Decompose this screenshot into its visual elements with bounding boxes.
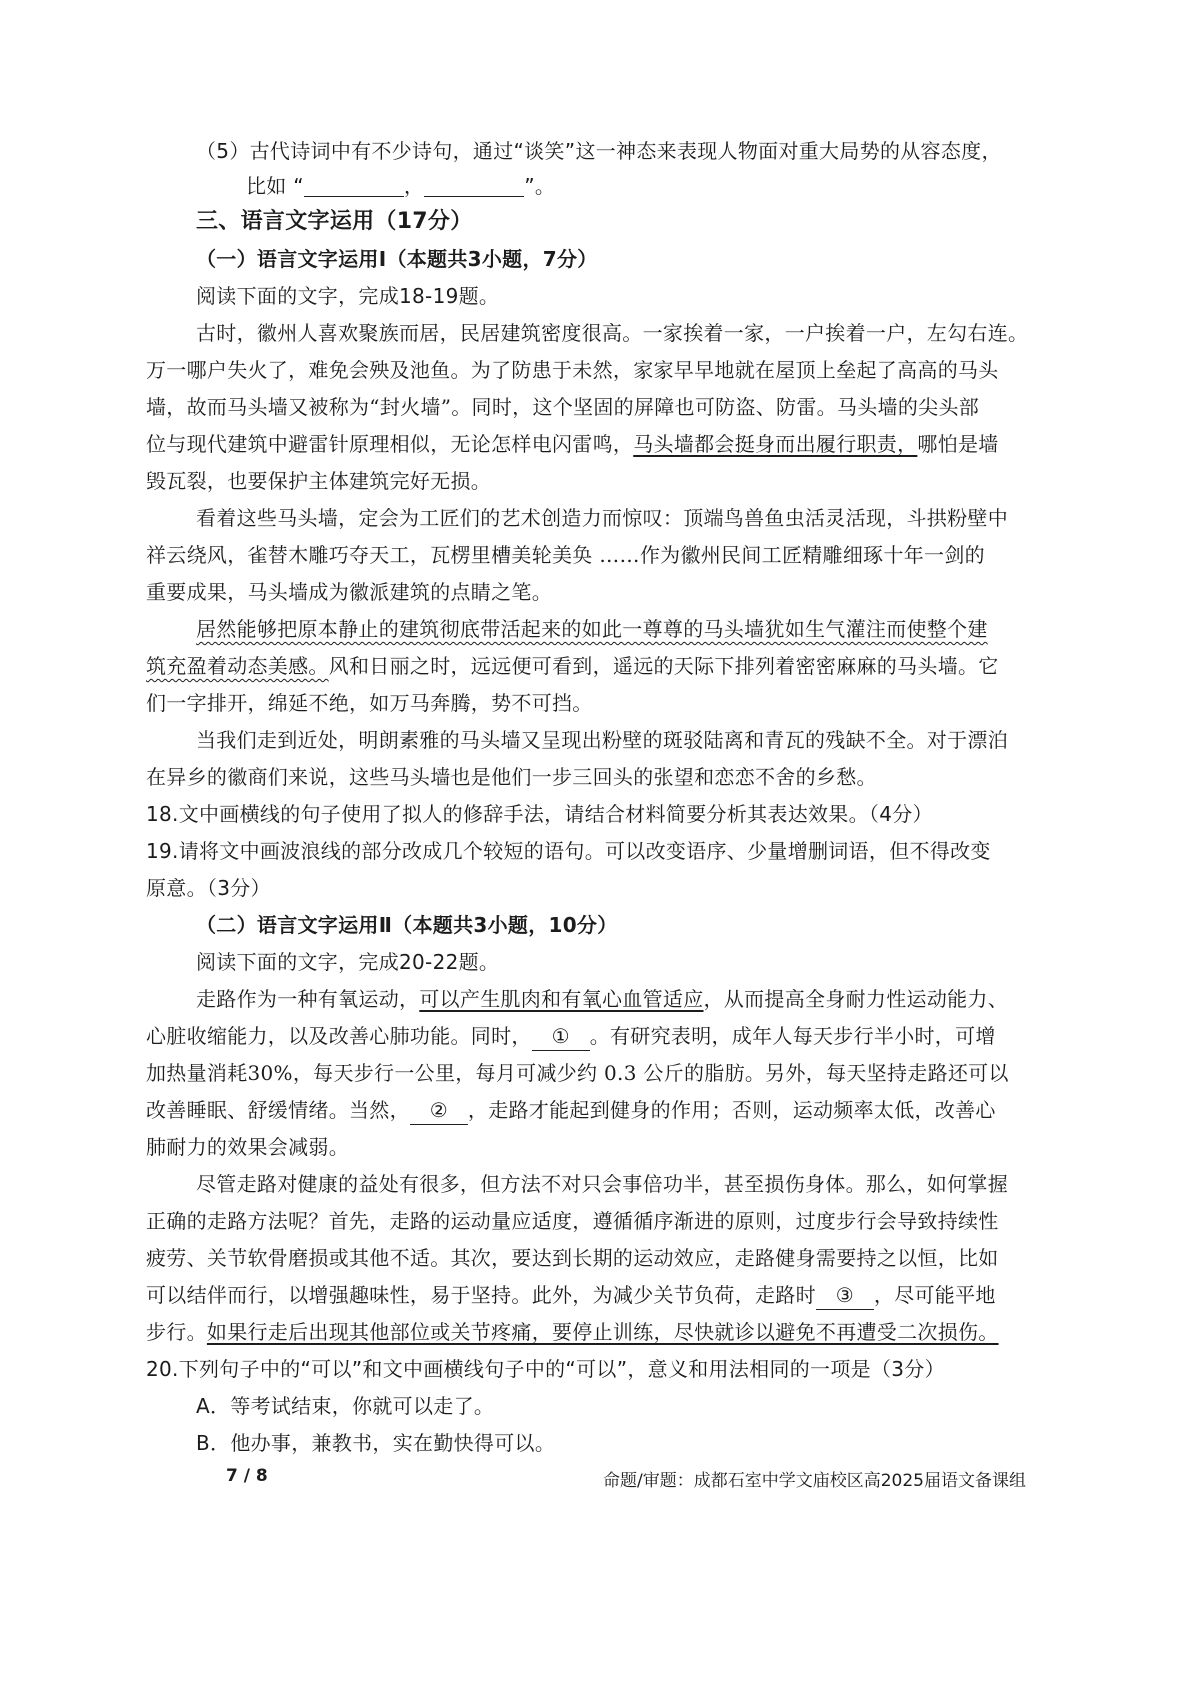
q5-answer-blank-2[interactable] bbox=[424, 174, 524, 197]
reading-instruction-1: 阅读下面的文字，完成18-19题。 bbox=[196, 284, 500, 308]
question-18: 18.文中画横线的句子使用了拟人的修辞手法，请结合材料简要分析其表达效果。（4分） bbox=[146, 802, 933, 826]
q5-line2-suffix: ”。 bbox=[524, 174, 556, 198]
q5-comma: ， bbox=[403, 174, 425, 198]
wavy-underlined-sentence-end: 筑充盈着动态美感。 bbox=[146, 654, 329, 678]
passage5-line: 肺耐力的效果会减弱。 bbox=[146, 1135, 349, 1159]
page-number: 7 / 8 bbox=[226, 1466, 268, 1486]
fill-blank-1[interactable]: ① bbox=[532, 1022, 590, 1051]
passage3-line bbox=[146, 652, 999, 680]
passage1-text: 哪怕是墙 bbox=[917, 432, 999, 456]
q5-answer-blank-1[interactable] bbox=[304, 174, 404, 197]
passage5-line: 加热量消耗30%，每天步行一公里，每月可减少约 0.3 公斤的脂肪。另外，每天坚持走路还可以 bbox=[146, 1061, 1009, 1085]
passage5-text: 走路作为一种有氧运动， bbox=[196, 987, 420, 1011]
option-a[interactable]: A．等考试结束，你就可以走了。 bbox=[196, 1394, 495, 1418]
underlined-sentence-keyi: 可以产生肌肉和有氧心血管适应 bbox=[419, 987, 704, 1011]
wavy-underlined-sentence: 居然能够把原本静止的建筑彻底带活起来的如此一尊尊的马头墙犹如生气灌注而使整个建 bbox=[196, 617, 988, 641]
reading-instruction-2: 阅读下面的文字，完成20-22题。 bbox=[196, 950, 500, 974]
passage5-text: 改善睡眠、舒缓情绪。当然， bbox=[146, 1098, 410, 1122]
passage5-line bbox=[146, 1096, 996, 1125]
passage6-text: 可以结伴而行，以增强趣味性，易于坚持。此外，为减少关节负荷，走路时 bbox=[146, 1283, 816, 1307]
passage5-line bbox=[196, 985, 1008, 1013]
passage3-line: 们一字排开，绵延不绝，如万马奔腾，势不可挡。 bbox=[146, 691, 593, 715]
passage2-line: 看着这些马头墙，定会为工匠们的艺术创造力而惊叹：顶端鸟兽鱼虫活灵活现，斗拱粉壁中 bbox=[196, 506, 1008, 530]
passage1-line: 墙，故而马头墙又被称为“封火墙”。同时，这个坚固的屏障也可防盗、防雷。马头墙的尖头部 bbox=[146, 395, 980, 419]
passage4-line: 在异乡的徽商们来说，这些马头墙也是他们一步三回头的张望和恋恋不舍的乡愁。 bbox=[146, 765, 877, 789]
passage1-line: 毁瓦裂，也要保护主体建筑完好无损。 bbox=[146, 469, 492, 493]
fill-blank-2[interactable]: ② bbox=[410, 1096, 468, 1125]
q5-line2-prefix: 比如 “ bbox=[246, 174, 304, 198]
passage5-text: 心脏收缩能力，以及改善心肺功能。同时， bbox=[146, 1024, 532, 1048]
passage5-text: ，走路才能起到健身的作用；否则，运动频率太低，改善心 bbox=[467, 1098, 996, 1122]
q5-line1: （5）古代诗词中有不少诗句，通过“谈笑”这一神态来表现人物面对重大局势的从容态度， bbox=[196, 139, 1002, 163]
passage5-line bbox=[146, 1022, 996, 1051]
footer-credit: 命题/审题：成都石室中学文庙校区高2025届语文备课组 bbox=[603, 1471, 1026, 1491]
passage5-text: 。有研究表明，成年人每天步行半小时，可增 bbox=[589, 1024, 996, 1048]
passage1-line bbox=[146, 430, 999, 458]
passage6-line bbox=[146, 1318, 999, 1346]
passage6-line bbox=[146, 1281, 996, 1310]
option-b[interactable]: B．他办事，兼教书，实在勤快得可以。 bbox=[196, 1431, 556, 1455]
passage6-line: 尽管走路对健康的益处有很多，但方法不对只会事倍功半，甚至损伤身体。那么，如何掌握 bbox=[196, 1172, 1008, 1196]
passage4-line: 当我们走到近处，明朗素雅的马头墙又呈现出粉壁的斑驳陆离和青瓦的残缺不全。对于漂泊 bbox=[196, 728, 1008, 752]
question-19-line1: 19.请将文中画波浪线的部分改成几个较短的语句。可以改变语序、少量增删词语，但不得改变 bbox=[146, 839, 991, 863]
passage1-line: 古时，徽州人喜欢聚族而居，民居建筑密度很高。一家挨着一家，一户挨着一户，左勾右连。 bbox=[196, 321, 1029, 345]
passage5-text: ，从而提高全身耐力性运动能力、 bbox=[703, 987, 1009, 1011]
passage2-line: 重要成果，马头墙成为徽派建筑的点睛之笔。 bbox=[146, 580, 552, 604]
underlined-sentence-personification: 马头墙都会挺身而出履行职责， bbox=[633, 432, 918, 456]
passage6-line: 正确的走路方法呢？首先，走路的运动量应适度，遵循循序渐进的原则，过度步行会导致持续性 bbox=[146, 1209, 999, 1233]
passage1-line: 万一哪户失火了，难免会殃及池鱼。为了防患于未然，家家早早地就在屋顶上垒起了高高的马头 bbox=[146, 358, 999, 382]
passage3-text: 风和日丽之时，远远便可看到，遥远的天际下排列着密密麻麻的马头墙。它 bbox=[328, 654, 999, 678]
subsection2-title: （二）语言文字运用Ⅱ（本题共3小题，10分） bbox=[196, 913, 618, 937]
passage2-line: 祥云绕风，雀替木雕巧夺天工，瓦楞里槽美轮美奂 ……作为徽州民间工匠精雕细琢十年一剑的 bbox=[146, 543, 985, 567]
passage6-text: 步行。 bbox=[146, 1320, 207, 1344]
passage6-line: 疲劳、关节软骨磨损或其他不适。其次，要达到长期的运动效应，走路健身需要持之以恒，比如 bbox=[146, 1246, 999, 1270]
section3-title: 三、语言文字运用（17分） bbox=[196, 209, 473, 234]
underlined-sentence-error: 如果行走后出现其他部位或关节疼痛，要停止训练，尽快就诊以避免不再遭受二次损伤。 bbox=[206, 1320, 999, 1344]
passage3-line bbox=[196, 615, 988, 643]
question-20: 20.下列句子中的“可以”和文中画横线句子中的“可以”，意义和用法相同的一项是（3分） bbox=[146, 1357, 945, 1381]
q5-line2 bbox=[246, 172, 555, 200]
subsection1-title: （一）语言文字运用Ⅰ（本题共3小题，7分） bbox=[196, 247, 598, 271]
question-19-line2: 原意。（3分） bbox=[146, 876, 271, 900]
passage6-text: ，尽可能平地 bbox=[873, 1283, 996, 1307]
fill-blank-3[interactable]: ③ bbox=[816, 1281, 874, 1310]
passage1-text: 位与现代建筑中避雷针原理相似，无论怎样电闪雷鸣， bbox=[146, 432, 634, 456]
